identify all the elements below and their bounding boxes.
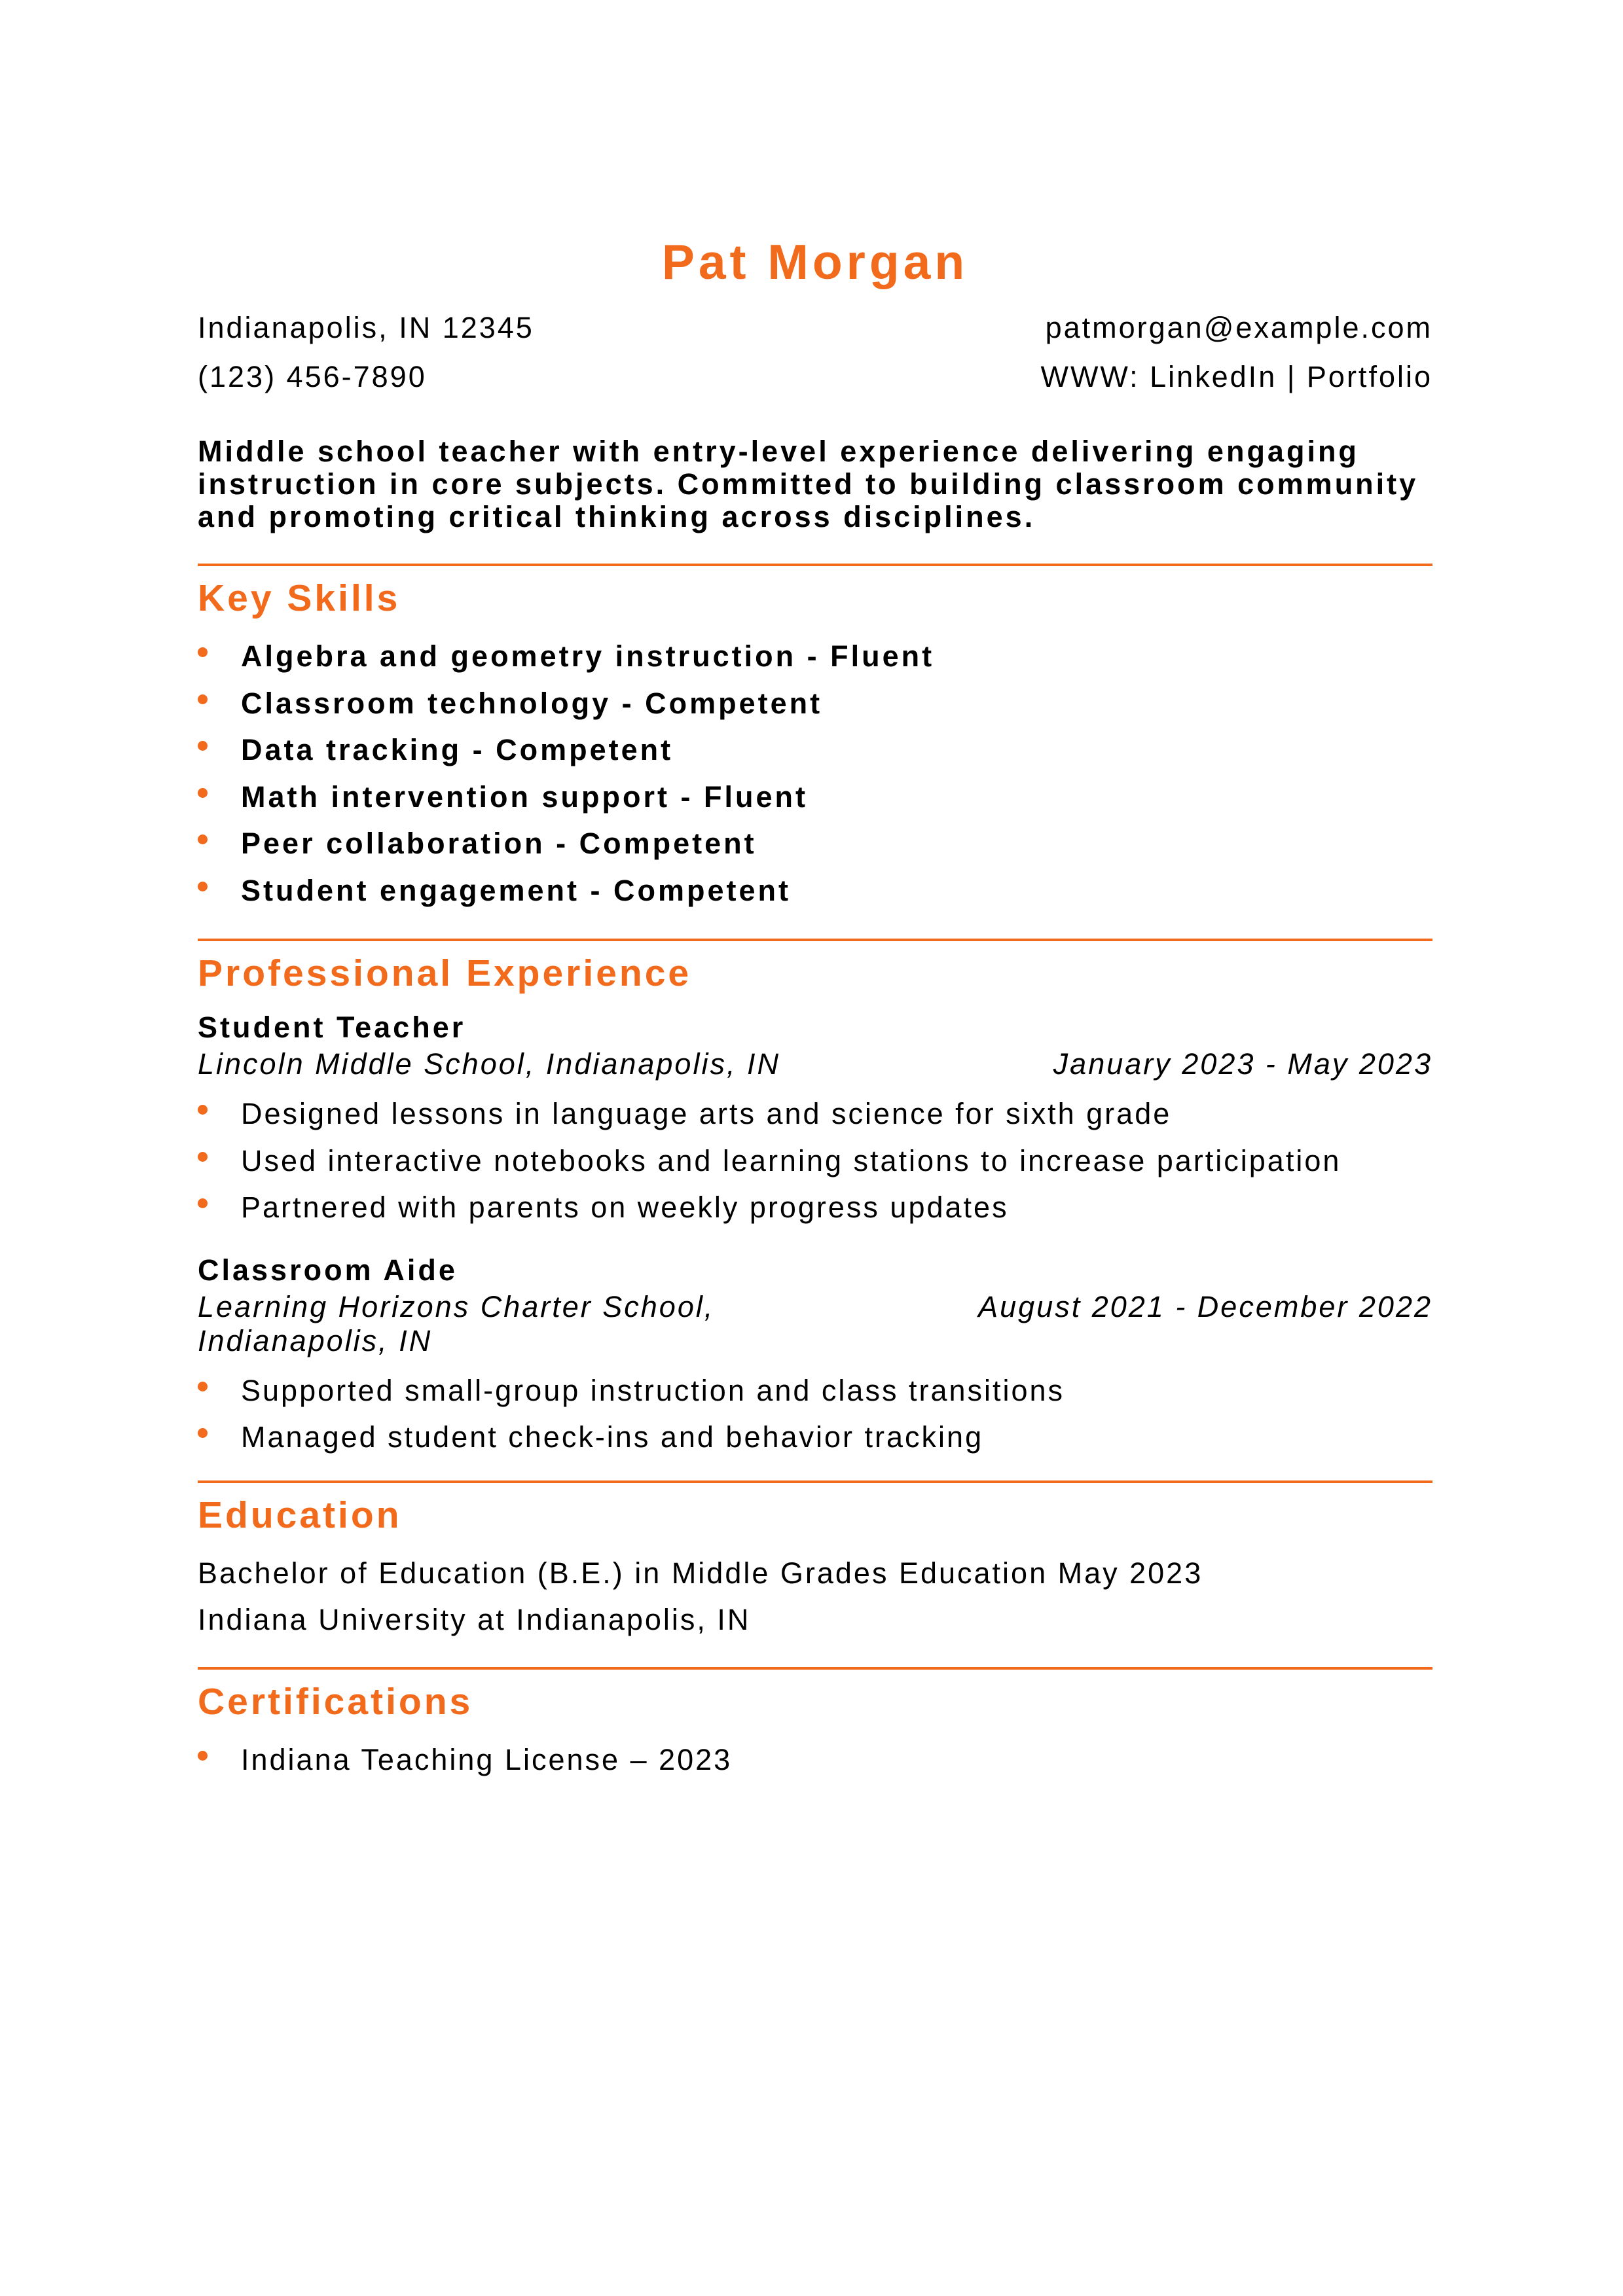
skill-item [198,680,1432,727]
job-bullets [198,1090,1432,1231]
bullet-dot-icon [198,1382,208,1391]
professional-summary: Middle school teacher with entry-level experience delivering engaging instruction in core subjects. Committed to building classroom community and promoting critical thinking across disciplines. [198,435,1419,533]
bullet-dot-icon [198,788,208,798]
education-section [198,1550,1432,1643]
certification-text: Indiana Teaching License – 2023 [241,1742,733,1776]
bullet-dot-icon [198,882,208,891]
section-divider [198,1667,1432,1670]
job-bullet-text: Managed student check-ins and behavior tracking [241,1420,984,1454]
job-bullet [198,1367,1432,1414]
candidate-name: Pat Morgan [661,234,969,289]
contact-row-1 [198,303,1432,352]
skill-text: Math intervention support - Fluent [241,780,808,814]
job-entry [198,1008,1432,1231]
certification-item [198,1736,1432,1784]
job-bullets [198,1367,1432,1461]
skills-list [198,633,1432,914]
skill-item [198,633,1432,680]
bullet-dot-icon [198,1751,208,1761]
job-title: Student Teacher [198,1011,466,1044]
job-dates: August 2021 - December 2022 [978,1289,1432,1323]
section-title-education: Education [198,1494,402,1536]
web-links-text: WWW: LinkedIn | Portfolio [1040,360,1432,393]
job-dates: January 2023 - May 2023 [1053,1047,1432,1081]
bullet-dot-icon [198,1428,208,1438]
bullet-dot-icon [198,694,208,704]
skill-text: Classroom technology - Competent [241,686,823,720]
job-meta [198,1047,1432,1081]
resume-page [198,232,1432,1783]
location-text: Indianapolis, IN 12345 [198,311,534,344]
job-bullet-text: Designed lessons in language arts and science for sixth grade [241,1097,1172,1130]
phone-text: (123) 456-7890 [198,360,427,393]
degree-text: Bachelor of Education (B.E.) in Middle Grades Education May 2023 [198,1556,1203,1590]
skill-text: Student engagement - Competent [241,873,792,907]
job-bullet [198,1414,1432,1461]
bullet-dot-icon [198,647,208,657]
section-title-certifications: Certifications [198,1680,473,1723]
skills-section [198,633,1432,914]
job-bullet-text: Supported small-group instruction and class transitions [241,1373,1065,1407]
skill-item [198,820,1432,867]
job-bullet [198,1184,1432,1231]
skill-item [198,774,1432,821]
section-title-experience: Professional Experience [198,952,692,994]
bullet-dot-icon [198,834,208,844]
job-bullet [198,1090,1432,1138]
school-text: Indiana University at Indianapolis, IN [198,1603,751,1636]
section-divider [198,1480,1432,1483]
job-organization: Learning Horizons Charter School, Indianapolis, IN [198,1289,715,1357]
job-entry [198,1251,1432,1461]
contact-row-2 [198,352,1432,401]
job-meta [198,1290,1432,1358]
bullet-dot-icon [198,1105,208,1115]
skill-item [198,726,1432,774]
bullet-dot-icon [198,741,208,751]
email-text: patmorgan@example.com [1045,311,1432,344]
certifications-list [198,1736,1432,1784]
job-bullet [198,1138,1432,1185]
section-divider [198,939,1432,941]
job-title: Classroom Aide [198,1253,458,1287]
skill-text: Data tracking - Competent [241,733,674,766]
bullet-dot-icon [198,1152,208,1162]
section-divider [198,564,1432,566]
skill-text: Peer collaboration - Competent [241,827,757,860]
skill-text: Algebra and geometry instruction - Fluent [241,639,935,673]
job-bullet-text: Partnered with parents on weekly progress updates [241,1191,1009,1224]
section-title-skills: Key Skills [198,577,401,619]
job-organization: Lincoln Middle School, Indianapolis, IN [198,1047,780,1081]
skill-item [198,867,1432,914]
experience-section [198,1008,1432,1461]
job-bullet-text: Used interactive notebooks and learning stations to increase participation [241,1143,1341,1177]
bullet-dot-icon [198,1198,208,1208]
